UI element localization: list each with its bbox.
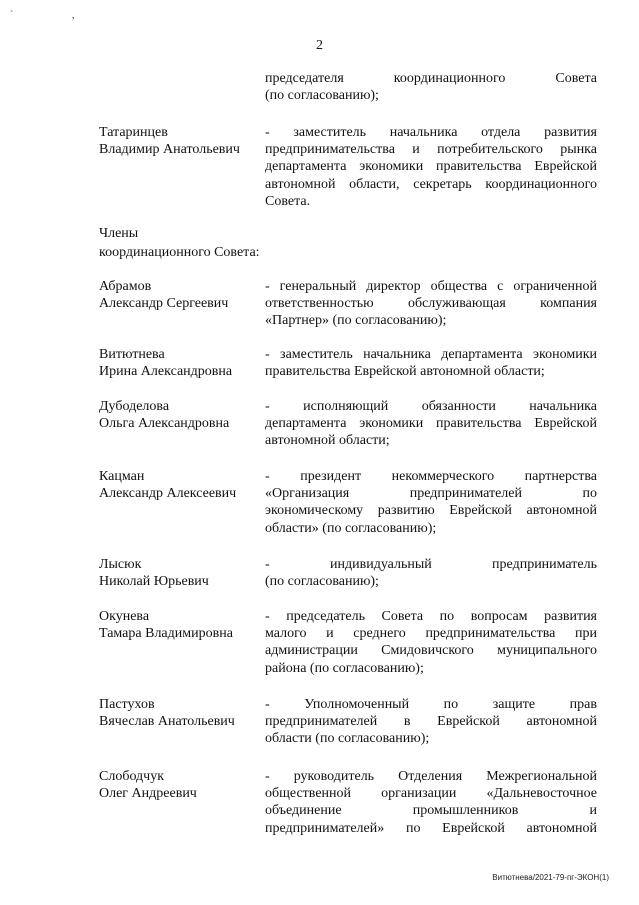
description-line: правительства Еврейской автономной области;: [265, 364, 545, 380]
surname: Кацман: [99, 469, 145, 484]
description-line: «Организация предпринимателей по: [265, 486, 597, 502]
description-line: «Партнер» (по согласованию);: [265, 313, 447, 329]
description-line: департамента экономики правительства Еврейской: [265, 416, 597, 432]
description-line: ответственностью обслуживающая компания: [265, 296, 597, 312]
surname: Слободчук: [99, 769, 165, 784]
surname: Витютнева: [99, 347, 165, 362]
secretary-description: [265, 124, 597, 210]
member-description: [265, 278, 597, 330]
description-line: - руководитель Отделения Межрегиональной: [265, 769, 597, 784]
member-name: [99, 768, 259, 802]
description-line: - заместитель начальника отдела развития: [265, 125, 597, 140]
description-line: - заместитель начальника департамента экономики: [265, 347, 597, 362]
member-description: [265, 346, 597, 380]
description-line: общественной организации «Дальневосточное: [265, 786, 597, 802]
description-line: - генеральный директор общества с ограниченной: [265, 279, 597, 294]
given-names: Вячеслав Анатольевич: [99, 714, 235, 729]
members-heading: [99, 224, 359, 262]
description-line: малого и среднего предпринимательства при: [265, 626, 597, 642]
member-name: [99, 278, 259, 312]
member-description: [265, 556, 597, 590]
member-description: [265, 398, 597, 450]
surname: Татаринцев: [99, 125, 168, 140]
description-line: администрации Смидовичского муниципального: [265, 643, 597, 659]
member-description: [265, 768, 597, 837]
members-heading-line: Члены: [99, 226, 139, 241]
description-line: предпринимательства и потребительского рынка: [265, 142, 597, 158]
given-names: Владимир Анатольевич: [99, 142, 240, 157]
description-line: экономическому развитию Еврейской автономной: [265, 503, 597, 519]
surname: Дубоделова: [99, 399, 170, 414]
given-names: Ирина Александровна: [99, 364, 233, 379]
members-heading-line: координационного Совета:: [99, 245, 260, 260]
surname: Пастухов: [99, 697, 155, 712]
surname: Лысюк: [99, 557, 142, 572]
given-names: Александр Алексеевич: [99, 486, 237, 501]
description-line: района (по согласованию);: [265, 660, 424, 676]
document-footer-reference: Витютнева/2021-79-пг-ЭКОН(1): [492, 873, 609, 882]
given-names: Николай Юрьевич: [99, 574, 209, 589]
description-line: департамента экономики правительства Еврейской: [265, 159, 597, 175]
member-name: [99, 398, 259, 432]
description-line: предпринимателей» по Еврейской автономной: [265, 820, 597, 836]
given-names: Ольга Александровна: [99, 416, 230, 431]
member-name: [99, 556, 259, 590]
description-line: - индивидуальный предприниматель: [265, 557, 597, 572]
description-line: - исполняющий обязанности начальника: [265, 399, 597, 414]
description-line: - президент некоммерческого партнерства: [265, 469, 597, 484]
continuation-line: председателя координационного Совета: [265, 71, 597, 86]
given-names: Александр Сергеевич: [99, 296, 229, 311]
member-description: [265, 608, 597, 677]
secretary-name: [99, 124, 259, 158]
given-names: Олег Андреевич: [99, 786, 197, 801]
description-line: области (по согласованию);: [265, 731, 430, 747]
description-line: (по согласованию);: [265, 574, 379, 590]
member-name: [99, 346, 259, 380]
description-line: объединение промышленников и: [265, 803, 597, 819]
description-line: Совета.: [265, 193, 311, 209]
member-name: [99, 468, 259, 502]
surname: Абрамов: [99, 279, 152, 294]
description-line: автономной области;: [265, 433, 390, 449]
given-names: Тамара Владимировна: [99, 626, 233, 641]
page-number: 2: [316, 38, 323, 53]
description-line: - председатель Совета по вопросам развития: [265, 609, 597, 624]
member-description: [265, 468, 597, 537]
member-name: [99, 608, 259, 642]
scan-specks: ` ,: [10, 10, 103, 21]
surname: Окунева: [99, 609, 150, 624]
description-line: предпринимателей в Еврейской автономной: [265, 714, 597, 730]
member-name: [99, 696, 259, 730]
member-description: [265, 696, 597, 748]
continuation-description: [265, 70, 597, 104]
description-line: автономной области, секретарь координационного: [265, 176, 597, 192]
description-line: области» (по согласованию);: [265, 520, 437, 536]
description-line: - Уполномоченный по защите прав: [265, 697, 597, 712]
continuation-line: (по согласованию);: [265, 88, 379, 104]
